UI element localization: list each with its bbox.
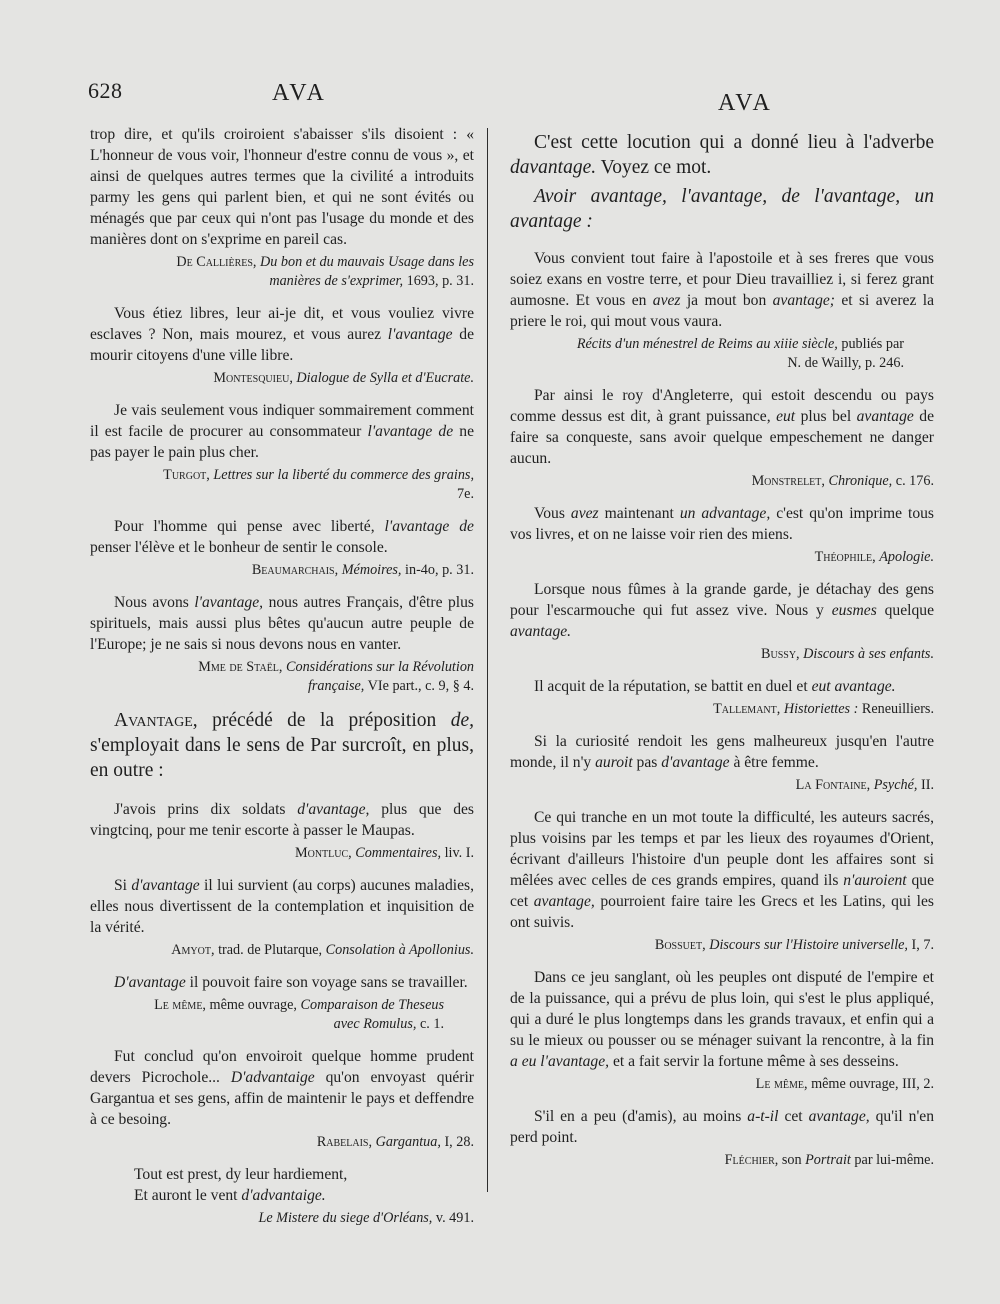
- quotation: Pour l'homme qui pense avec liberté, l'avantage de penser l'élève et le bonheur de sentir le console.: [90, 518, 474, 556]
- citation: Le Mistere du siege d'Orléans, v. 491.: [258, 1210, 474, 1226]
- page-number: 628: [88, 78, 123, 103]
- citation: Rabelais, Gargantua, I, 28.: [316, 1134, 474, 1150]
- quotation: Par ainsi le roy d'Angleterre, qui estoit descendu ou pays comme dessus est dit, à grant puissance, eut plus bel avantage de faire sa conqueste, sans avoir quelque empeschement ne danger aucun.: [510, 387, 934, 467]
- citation: Mme de Staël, Considérations sur la Révolution française, VIe part., c. 9, § 4.: [198, 659, 474, 694]
- running-head-left: AVA: [272, 80, 327, 106]
- citation: Amyot, trad. de Plutarque, Consolation à Apollonius.: [171, 942, 474, 958]
- verse-line: Et auront le vent d'advantaige.: [134, 1187, 326, 1204]
- citation: Fléchier, son Portrait par lui-même.: [724, 1152, 934, 1168]
- citation: Montluc, Commentaires, liv. I.: [294, 845, 474, 861]
- citation: Monstrelet, Chronique, c. 176.: [751, 473, 934, 489]
- citation: Turgot, Lettres sur la liberté du commerce des grains, 7e.: [163, 467, 474, 502]
- quotation: Vous avez maintenant un advantage, c'est qu'on imprime tous vos livres, et on ne laisse voir rien des miens.: [510, 505, 934, 543]
- citation: Beaumarchais, Mémoires, in-4o, p. 31.: [251, 562, 474, 578]
- left-column: [90, 124, 474, 1240]
- quotation: Il acquit de la réputation, se battit en duel et eut avantage.: [534, 678, 896, 695]
- quotation: Si d'avantage il lui survient (au corps) aucunes maladies, elles nous divertissent de la contemplation et inquisition de la vérité.: [90, 877, 474, 936]
- citation: De Callières, Du bon et du mauvais Usage dans les manières de s'exprimer, 1693, p. 31.: [176, 254, 474, 289]
- citation: La Fontaine, Psyché, II.: [795, 777, 934, 793]
- quotation: Ce qui tranche en un mot toute la difficulté, les auteurs sacrés, plus voisins par les temps et par les lieux des royaumes d'Orient, écrivant d'ailleurs l'histoire d'un peuple dont les affaires sont si mêlées avec celles de ces grands empires, quand ils n'auroient que cet avantage, pourroient faire taire les Grecs et les Latins, qui les ont suivis.: [510, 809, 934, 931]
- quotation: Lorsque nous fûmes à la grande garde, je détachay des gens pour l'escarmouche qui fut assez vive. Nous y eusmes quelque avantage.: [510, 581, 935, 640]
- quotation: trop dire, et qu'ils croiroient s'abaisser s'ils disoient : « L'honneur de vous voir, l'honneur d'estre connu de vous », et ainsi de quelques autres termes que la civilité a introduits parmy les gens qui parlent bien, et qui ne sont évités ou ménagés que par ceux qui n'ont pas l'usage du monde et des manières dont on s'exprime en pareil cas.: [90, 126, 474, 248]
- entry-subheading: Avoir avantage, l'avantage, de l'avantage, un avantage :: [510, 186, 934, 232]
- citation: Tallemant, Historiettes : Reneuilliers.: [713, 701, 934, 717]
- citation: Bussy, Discours à ses enfants.: [761, 646, 934, 662]
- quotation: Nous avons l'avantage, nous autres Français, d'être plus spirituels, mais aussi plus bêtes qu'aucun autre peuple de l'Europe; je ne sais si nous devons nous en vanter.: [90, 594, 474, 653]
- quotation: Vous convient tout faire à l'apostoile et à ses freres que vous soiez exans en vostre terre, et pour Dieu travailliez i, si ferez grant aumosne. Et vous en avez ja mout bon avantage; et si averez la priere le roi, qui mout vous vaura.: [510, 250, 934, 330]
- quotation: Dans ce jeu sanglant, où les peuples ont disputé de l'empire et de la puissance, qui a prévu de plus loin, qui s'est le plus appliqué, qui a duré le plus longtemps dans les grands travaux, et enfin qui a su le mieux ou pousser ou se ménager suivant la rencontre, à la fin a eu l'avantage, et a fait servir la fortune même à ses desseins.: [510, 969, 934, 1070]
- quotation: S'il en a peu (d'amis), au moins a-t-il cet avantage, qu'il n'en perd point.: [510, 1108, 934, 1146]
- entry-text: C'est cette locution qui a donné lieu à l'adverbe davantage. Voyez ce mot.: [510, 132, 934, 178]
- verse-line: Tout est prest, dy leur hardiement,: [134, 1166, 348, 1183]
- citation: Bossuet, Discours sur l'Histoire universelle, I, 7.: [654, 937, 934, 953]
- quotation: Je vais seulement vous indiquer sommairement comment il est facile de procurer au consommateur l'avantage de ne pas payer le pain plus cher.: [90, 402, 474, 461]
- citation: Montesquieu, Dialogue de Sylla et d'Eucrate.: [213, 370, 474, 386]
- running-head-right: AVA: [718, 90, 773, 116]
- quotation: D'avantage il pouvoit faire son voyage sans se travailler.: [114, 974, 468, 991]
- citation: Le même, même ouvrage, III, 2.: [755, 1076, 934, 1092]
- citation: Récits d'un ménestrel de Reims au xiiie siècle, publiés par N. de Wailly, p. 246.: [576, 336, 904, 371]
- quotation: Vous étiez libres, leur ai-je dit, et vous vouliez vivre esclaves ? Non, mais mourez, et vous aurez l'avantage de mourir citoyens d'une ville libre.: [90, 305, 474, 364]
- quotation: Fut conclud qu'on envoiroit quelque homme prudent devers Picrochole... D'advantaige qu'on envoyast quérir Gargantua et ses gens, affin de maintenir le pays et deffendre à ce besoing.: [90, 1048, 475, 1128]
- right-column: [510, 130, 934, 1182]
- citation: Théophile, Apologie.: [814, 549, 934, 565]
- citation: Le même, même ouvrage, Comparaison de Theseus avec Romulus, c. 1.: [154, 997, 444, 1032]
- column-rule: [487, 128, 488, 1192]
- quotation: J'avois prins dix soldats d'avantage, plus que des vingtcinq, pour me tenir escorte à passer le Maupas.: [90, 801, 474, 839]
- quotation: Si la curiosité rendoit les gens malheureux jusqu'en l'autre monde, il n'y auroit pas d'avantage à être femme.: [510, 733, 934, 771]
- entry-subheading: Avantage, précédé de la préposition de, s'employait dans le sens de Par surcroît, en plus, en outre :: [90, 710, 474, 781]
